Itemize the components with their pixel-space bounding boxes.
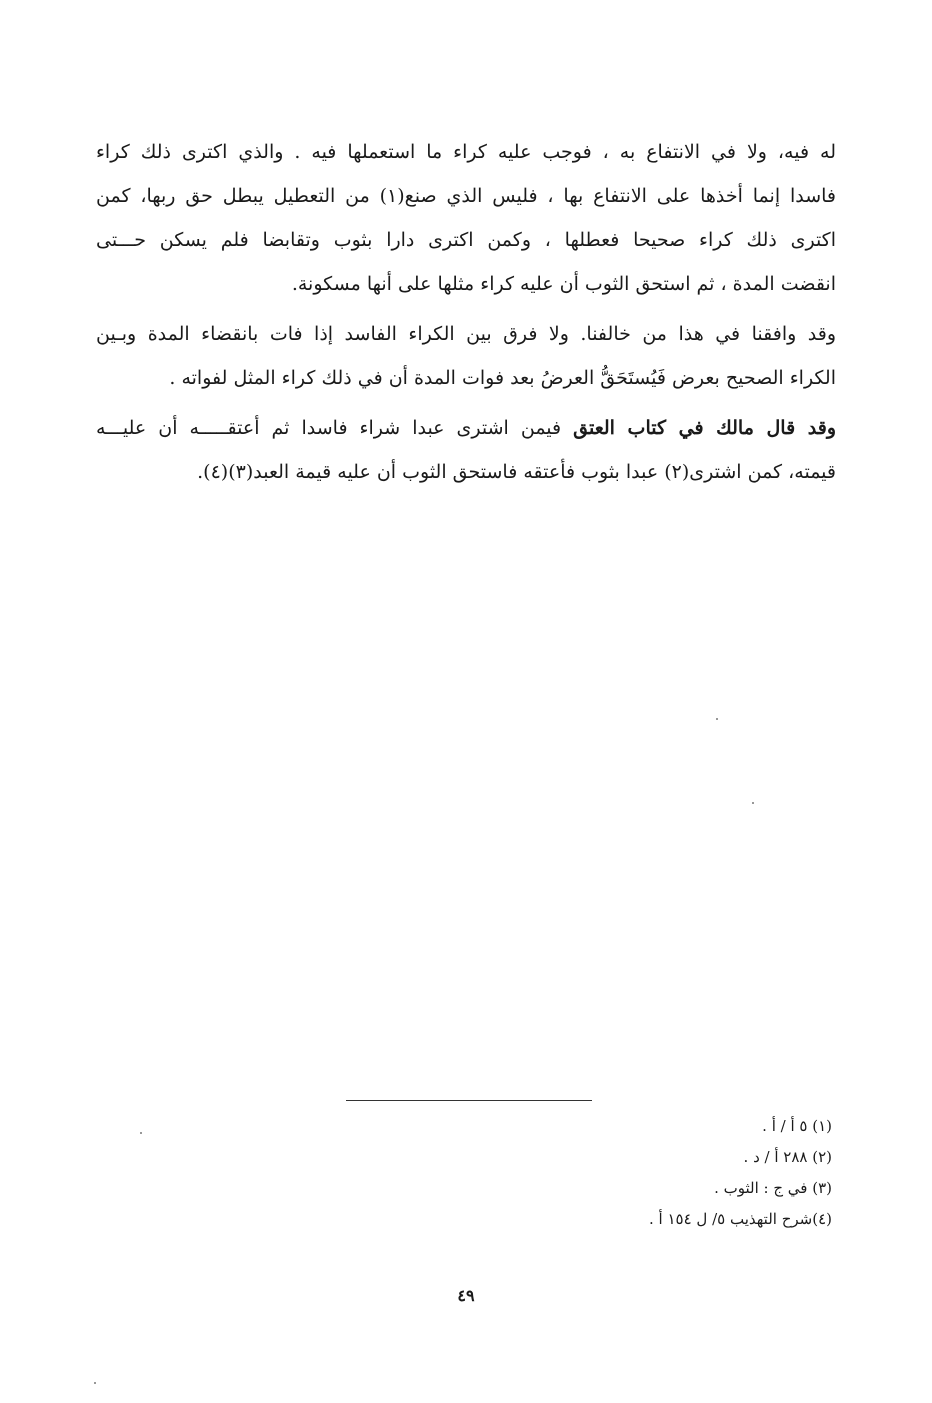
text-line: فاسدا إنما أخذها على الانتفاع بها ، فليس الذي صنع(١) من التعطيل يبطل حق ربها، كمن [96, 185, 836, 207]
scan-speck [752, 802, 754, 804]
bold-phrase: وقد قال مالك في كتاب العتق [573, 417, 836, 439]
text-line [96, 406, 836, 450]
text-line: له فيه، ولا في الانتفاع به ، فوجب عليه كراء ما استعملها فيه . والذي اكترى ذلك كراء [96, 141, 836, 163]
main-text [96, 130, 836, 494]
page-number: ٤٩ [457, 1286, 475, 1305]
scan-speck [94, 1382, 96, 1384]
footnotes [432, 1111, 832, 1235]
text-line: انقضت المدة ، ثم استحق الثوب أن عليه كراء مثلها على أنها مسكونة. [291, 273, 836, 295]
text-line-rest: فيمن اشترى عبدا شراء فاسدا ثم أعتقـــــه أن عليـــه [96, 417, 574, 439]
footnote-separator [346, 1100, 592, 1101]
scan-speck [716, 718, 718, 720]
text-line: الكراء الصحيح بعرض فَيُستَحَقُّ العرضُ بعد فوات المدة أن في ذلك كراء المثل لفواته . [169, 367, 836, 389]
footnote: (٢) ٢٨٨ أ / د . [743, 1148, 832, 1166]
scan-speck [140, 1132, 142, 1134]
footnote: (٤)شرح التهذيب ٥/ ل ١٥٤ أ . [648, 1210, 832, 1228]
footnote: (١) ٥ أ / أ . [762, 1117, 832, 1135]
text-line: وقد وافقنا في هذا من خالفنا. ولا فرق بين الكراء الفاسد إذا فات بانقضاء المدة وبـين [96, 323, 836, 345]
text-line: اكترى ذلك كراء صحيحا فعطلها ، وكمن اكترى دارا بثوب وتقابضا فلم يسكن حـــتى [96, 229, 836, 251]
text-line: قيمته، كمن اشترى(٢) عبدا بثوب فأعتقه فاستحق الثوب أن عليه قيمة العبد(٣)(٤). [197, 461, 836, 483]
footnote: (٣) في ج : الثوب . [714, 1179, 832, 1197]
